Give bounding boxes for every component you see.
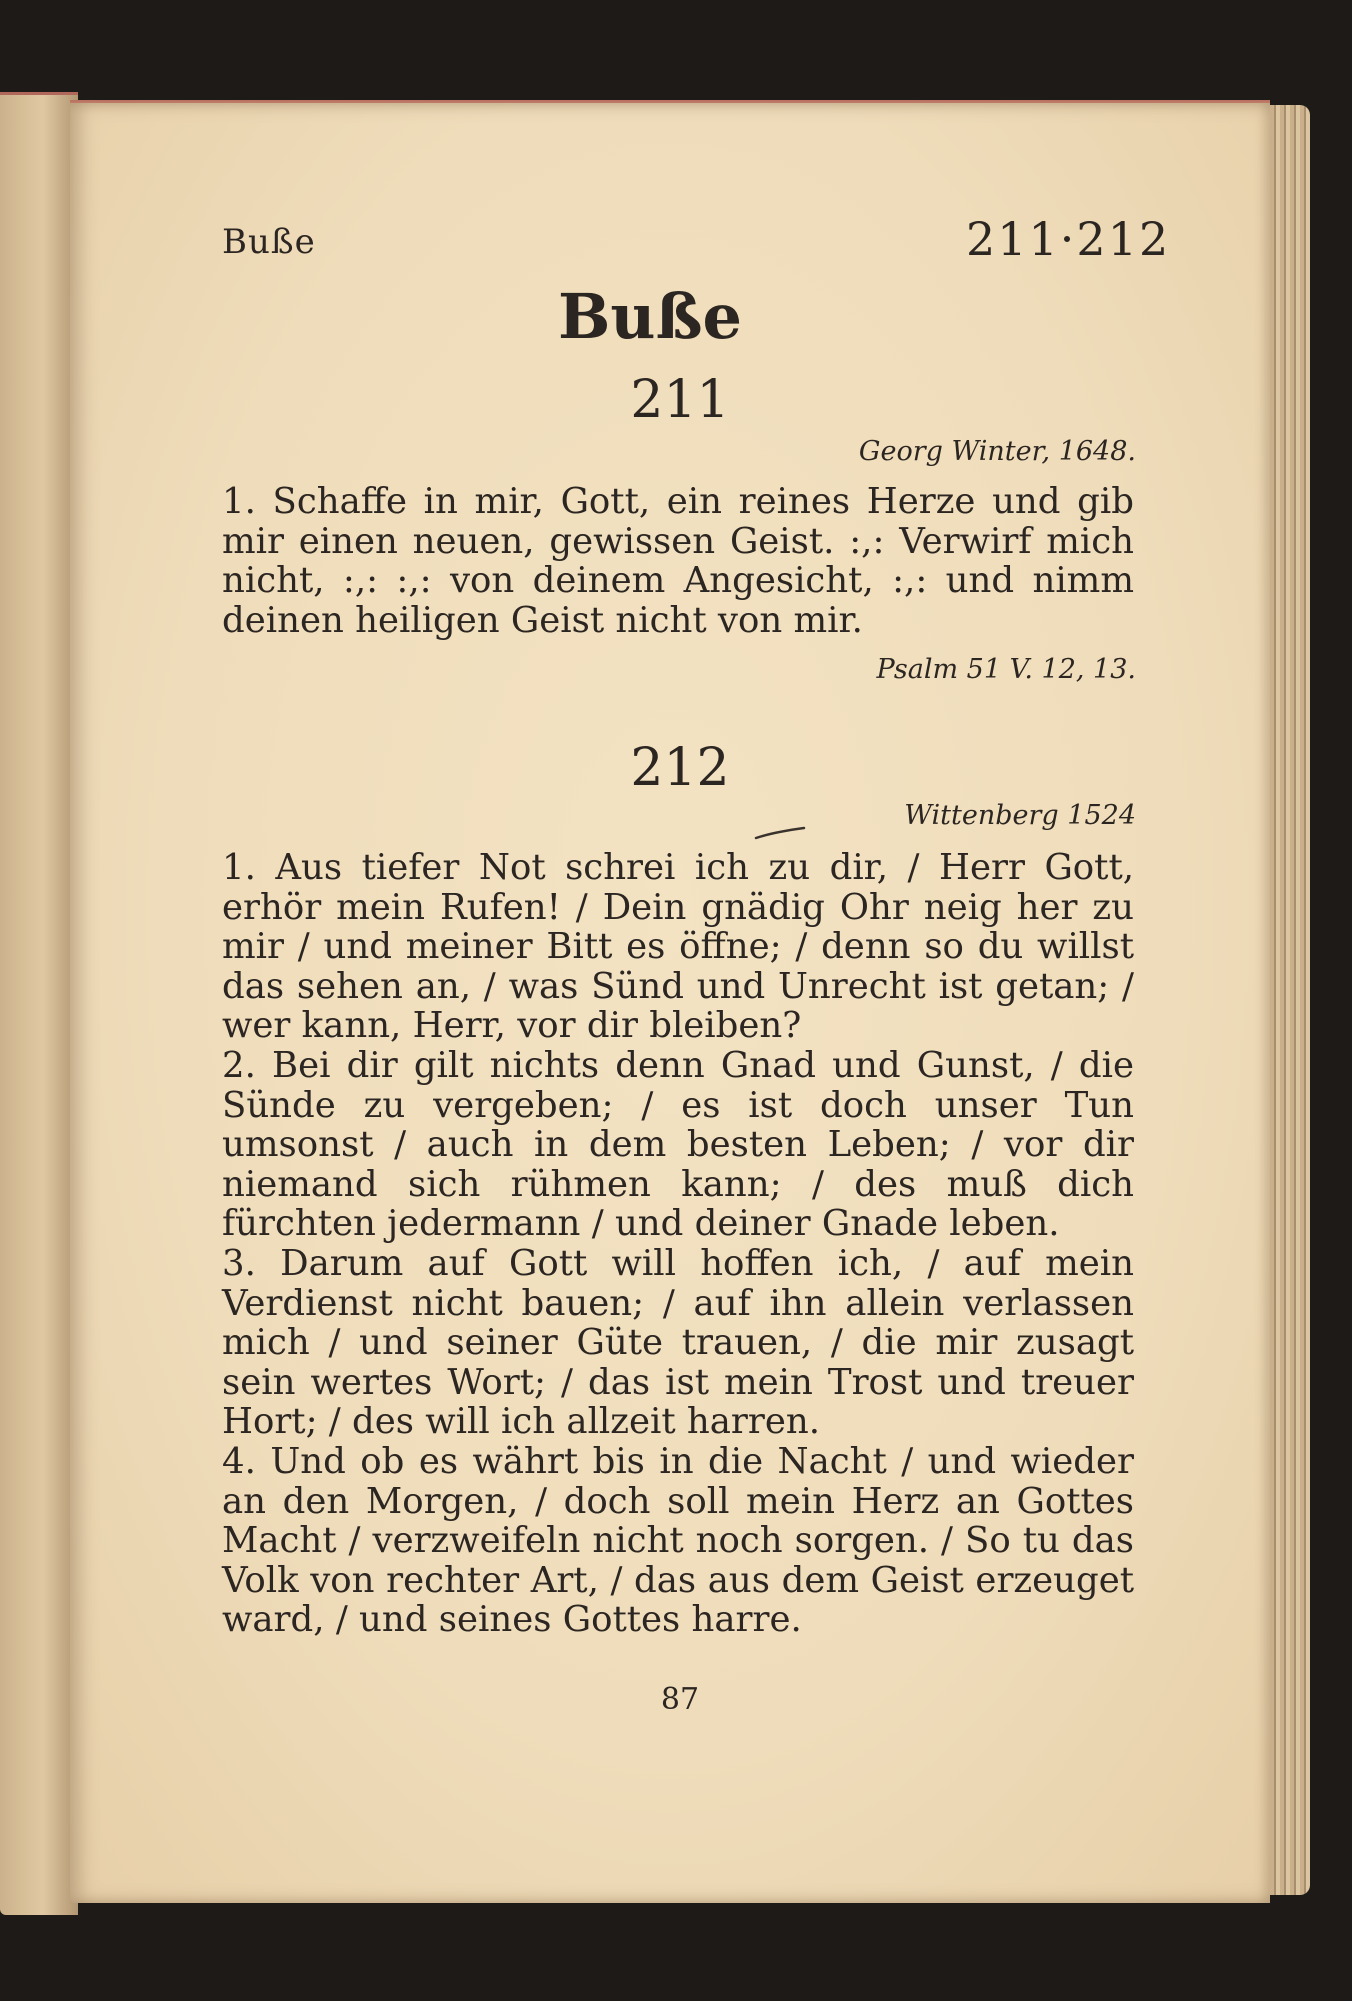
running-header-title: Buße [222, 222, 316, 262]
hymn-212-verse-4: 4. Und ob es währt bis in die Nacht / und wieder an den Morgen, / doch soll mein Herz an Gottes Macht / verzweifeln nicht noch sorgen. / So tu das Volk von rechter Art, / das aus dem Geist erzeuget ward, / und seines Gottes harre. [222, 1441, 1134, 1640]
hymn-212-verse-1: 1. Aus tiefer Not schrei ich zu dir, / Herr Gott, erhör mein Rufen! / Dein gnädig Ohr neig her zu mir / und meiner Bitt es öffne; / denn so du willst das sehen an, / was Sünd und Unrecht ist getan; / wer kann, Herr, vor dir bleiben? [222, 847, 1134, 1046]
page-number: 87 [660, 1682, 700, 1717]
hymn-number-211: 211 [630, 370, 730, 430]
hymn-origin: Wittenberg 1524 [904, 800, 1136, 831]
hymn-212-verse-2: 2. Bei dir gilt nichts denn Gnad und Gunst, / die Sünde zu vergeben; / es ist doch unser Tun umsonst / auch in dem besten Leben; / vor dir niemand sich rühmen kann; / des muß dich fürchten jedermann / und deiner Gnade leben. [222, 1045, 1134, 1244]
section-title: Buße [557, 280, 743, 353]
hymn-number-212: 212 [630, 738, 730, 798]
left-page-edge [0, 95, 78, 1915]
running-header-numbers: 211·212 [966, 212, 1171, 266]
scripture-reference: Psalm 51 V. 12, 13. [876, 654, 1136, 685]
pencil-mark-icon [754, 826, 806, 840]
hymn-211-verse-1: 1. Schaffe in mir, Gott, ein reines Herze und gib mir einen neuen, gewissen Geist. :,: Verwirf mich nicht, :,: :,: von deinem Angesicht, :,: und nimm deinen heiligen Geist nicht von mir. [222, 481, 1134, 641]
hymn-212-verse-3: 3. Darum auf Gott will hoffen ich, / auf mein Verdienst nicht bauen; / auf ihn allein verlassen mich / und seiner Güte trauen, / die mir zusagt sein wertes Wort; / das ist mein Trost und treuer Hort; / des will ich allzeit harren. [222, 1243, 1134, 1442]
hymn-author: Georg Winter, 1648. [858, 436, 1136, 467]
